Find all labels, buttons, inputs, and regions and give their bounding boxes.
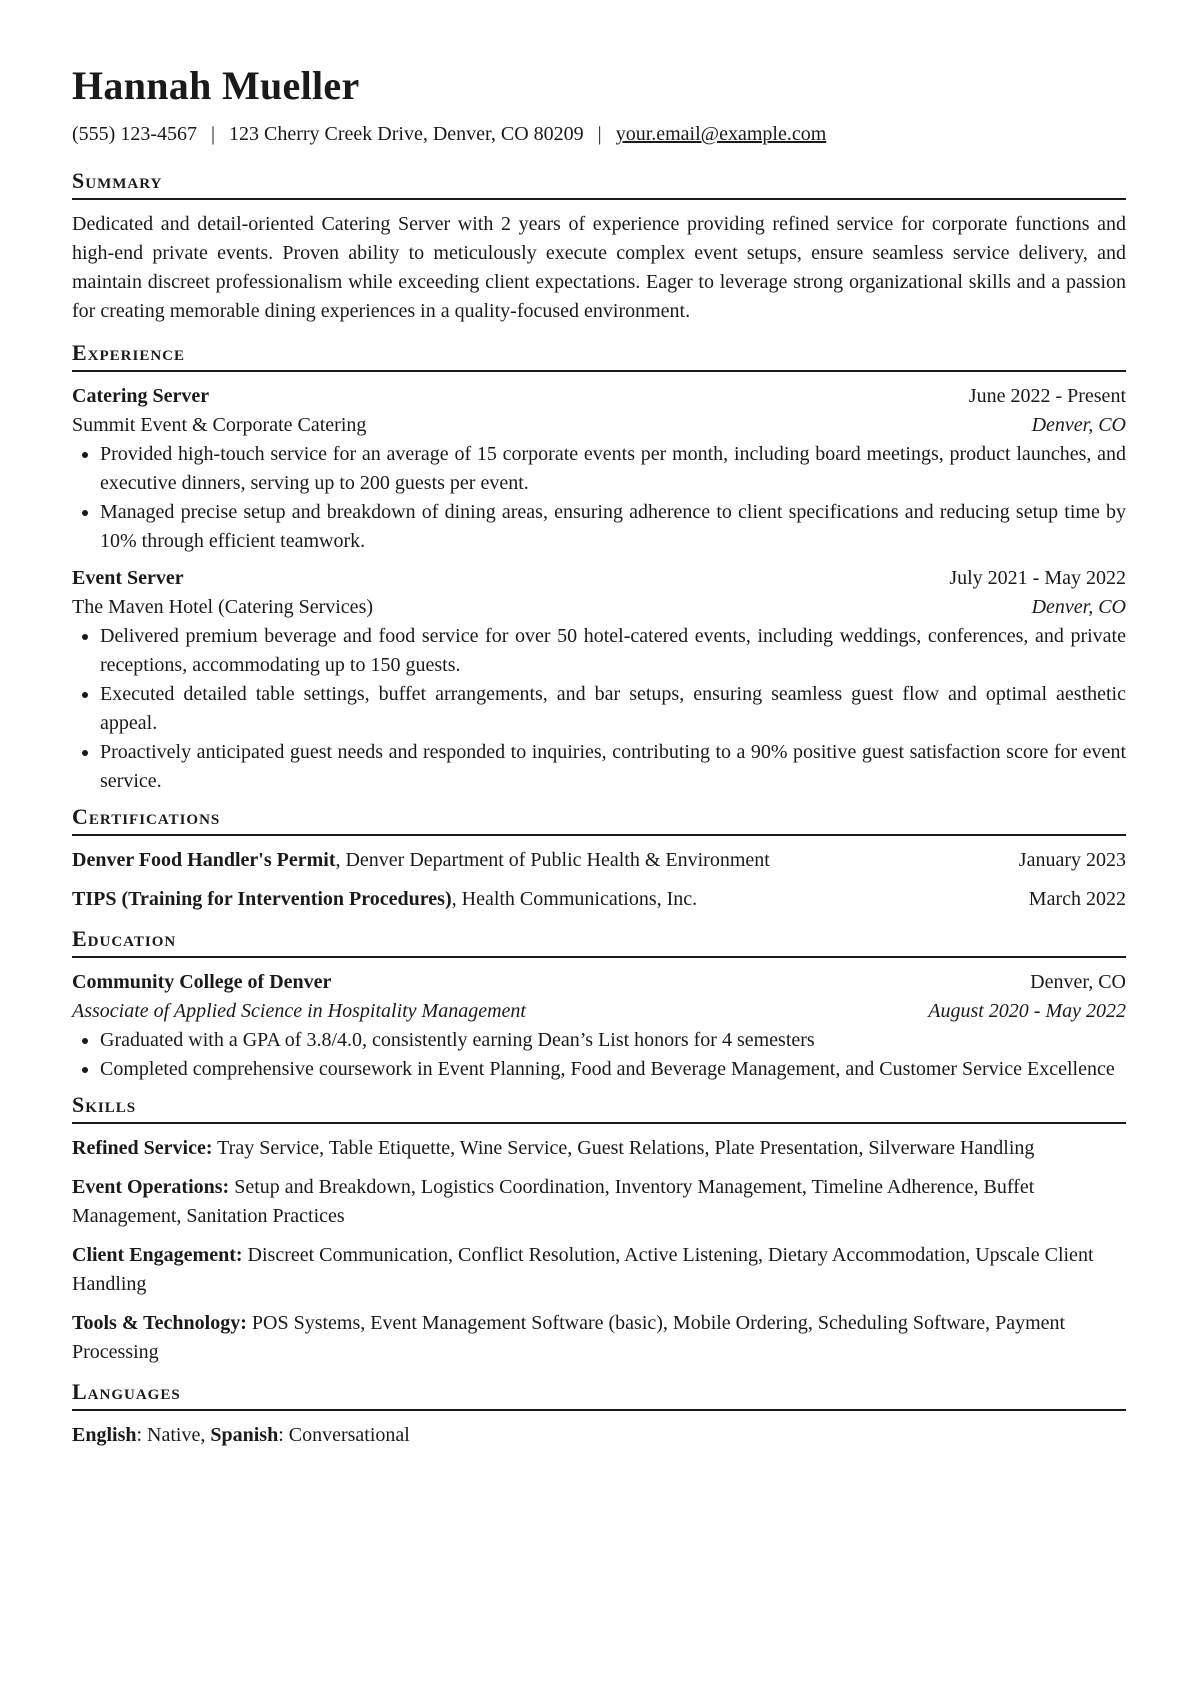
skill-label: Tools & Technology:: [72, 1312, 247, 1334]
bullet-item: • Executed detailed table settings, buffet arrangements, and bar setups, ensuring seamless guest flow and optimal aesthetic appeal.: [100, 680, 1126, 738]
job-location: Denver, CO: [1031, 414, 1126, 436]
email-link[interactable]: your.email@example.com: [615, 123, 827, 145]
education-bullets: [72, 1026, 1126, 1084]
job-bullets: [72, 622, 1126, 796]
job-location: Denver, CO: [1031, 596, 1126, 618]
address: 123 Cherry Creek Drive, Denver, CO 80209: [229, 123, 584, 145]
summary-section: [72, 168, 1126, 326]
section-heading-certifications: Certifications: [72, 804, 1126, 836]
skill-list: Discreet Communication, Conflict Resolution, Active Listening, Dietary Accommodation, Upscale Client Handling: [72, 1244, 1094, 1295]
bullet-item: • Provided high-touch service for an average of 15 corporate events per month, including board meetings, product launches, and executive dinners, serving up to 200 guests per event.: [100, 440, 1126, 498]
bullet-item: • Completed comprehensive coursework in Event Planning, Food and Beverage Management, and Customer Service Excellence: [100, 1055, 1126, 1084]
skills-section: [72, 1092, 1126, 1367]
company-name: Summit Event & Corporate Catering: [72, 414, 367, 436]
summary-text: Dedicated and detail-oriented Catering Server with 2 years of experience providing refined service for corporate functions and high-end private events. Proven ability to meticulously execute complex event setups, ensure seamless service delivery, and maintain discreet professionalism while exceeding client expectations. Eager to leverage strong organizational skills and a passion for creating memorable dining experiences in a quality-focused environment.: [72, 213, 1126, 322]
languages-line: [72, 1421, 1126, 1450]
certifications-section: [72, 804, 1126, 914]
job-title: Event Server: [72, 567, 184, 589]
certification-item: [72, 885, 1126, 914]
skill-label: Event Operations:: [72, 1176, 230, 1198]
certification-date: March 2022: [1028, 888, 1126, 910]
languages-section: [72, 1379, 1126, 1450]
contact-separator: |: [210, 123, 215, 145]
section-heading-languages: Languages: [72, 1379, 1126, 1411]
skill-label: Client Engagement:: [72, 1244, 243, 1266]
certification-item: [72, 846, 1126, 875]
certification-issuer: , Health Communications, Inc.: [451, 888, 698, 910]
section-heading-skills: Skills: [72, 1092, 1126, 1124]
language-name: English: [72, 1424, 137, 1446]
skill-list: Tray Service, Table Etiquette, Wine Service, Guest Relations, Plate Presentation, Silverware Handling: [212, 1137, 1035, 1159]
certification-name: TIPS (Training for Intervention Procedures): [72, 888, 452, 910]
bullet-item: • Delivered premium beverage and food service for over 50 hotel-catered events, including weddings, conferences, and private receptions, accommodating up to 150 guests.: [100, 622, 1126, 680]
skill-group: [72, 1134, 1126, 1163]
job-bullets: [72, 440, 1126, 556]
education-dates: August 2020 - May 2022: [928, 1000, 1126, 1022]
certification-date: January 2023: [1018, 849, 1126, 871]
skill-list: POS Systems, Event Management Software (basic), Mobile Ordering, Scheduling Software, Payment Processing: [72, 1312, 1066, 1363]
job-entry: [72, 382, 1126, 556]
section-heading-experience: Experience: [72, 340, 1126, 372]
skill-group: [72, 1173, 1126, 1231]
certification-name: Denver Food Handler's Permit: [72, 849, 336, 871]
language-level: : Native,: [136, 1424, 211, 1446]
section-heading-summary: Summary: [72, 168, 1126, 200]
job-dates: June 2022 - Present: [968, 385, 1126, 407]
education-section: [72, 926, 1126, 1084]
bullet-item: • Graduated with a GPA of 3.8/4.0, consistently earning Dean’s List honors for 4 semesters: [100, 1026, 1126, 1055]
education-entry: [72, 968, 1126, 1084]
candidate-name: Hannah Mueller: [72, 63, 360, 108]
section-heading-education: Education: [72, 926, 1126, 958]
job-dates: July 2021 - May 2022: [949, 567, 1126, 589]
school-location: Denver, CO: [1030, 971, 1126, 993]
skill-group: [72, 1241, 1126, 1299]
certification-issuer: , Denver Department of Public Health & Environment: [335, 849, 770, 871]
language-level: : Conversational: [278, 1424, 410, 1446]
language-name: Spanish: [210, 1424, 279, 1446]
contact-separator: |: [597, 123, 602, 145]
school-name: Community College of Denver: [72, 971, 332, 993]
bullet-item: • Managed precise setup and breakdown of dining areas, ensuring adherence to client specifications and reducing setup time by 10% through efficient teamwork.: [100, 498, 1126, 556]
company-name: The Maven Hotel (Catering Services): [72, 596, 374, 618]
skill-group: [72, 1309, 1126, 1367]
job-title: Catering Server: [72, 385, 210, 407]
contact-line: [72, 123, 1126, 146]
skill-list: Setup and Breakdown, Logistics Coordination, Inventory Management, Timeline Adherence, Buffet Management, Sanitation Practices: [72, 1176, 1035, 1227]
phone-number: (555) 123-4567: [72, 123, 197, 145]
bullet-item: • Proactively anticipated guest needs and responded to inquiries, contributing to a 90% positive guest satisfaction score for event service.: [100, 738, 1126, 796]
degree-name: Associate of Applied Science in Hospitality Management: [72, 1000, 526, 1022]
experience-section: [72, 340, 1126, 796]
skill-label: Refined Service:: [72, 1137, 213, 1159]
job-entry: [72, 564, 1126, 796]
